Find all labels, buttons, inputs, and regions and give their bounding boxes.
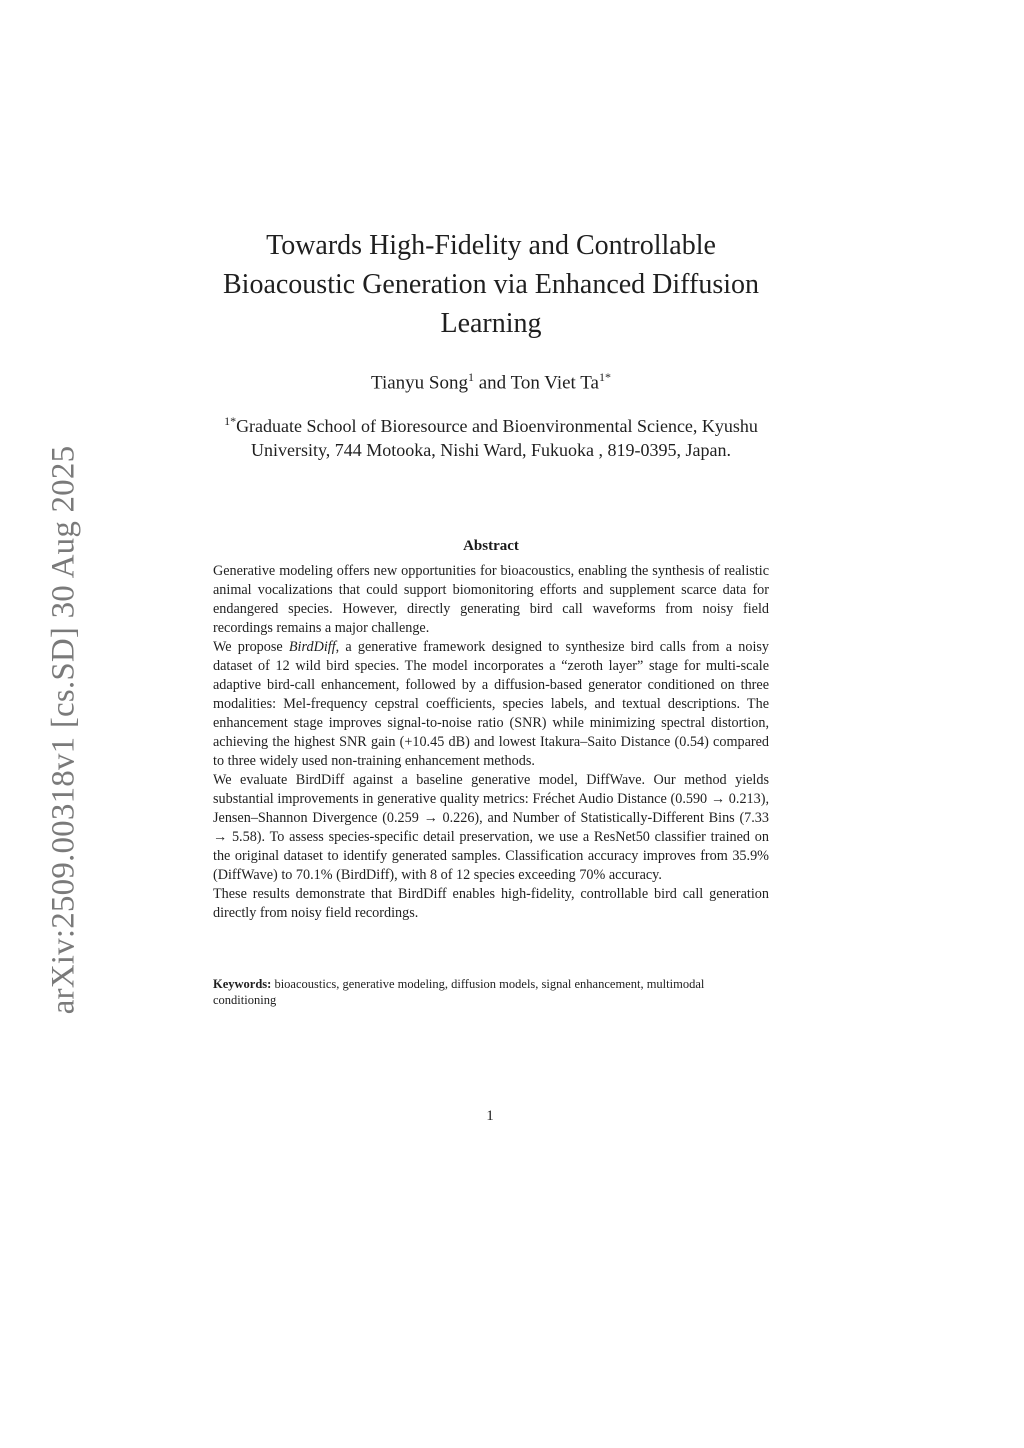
affiliation-line-2: University, 744 Motooka, Nishi Ward, Fukuoka , 819-0395, Japan. — [250, 440, 731, 460]
keywords-block — [213, 976, 769, 1008]
abstract-paragraph-1: Generative modeling offers new opportunities for bioacoustics, enabling the synthesis of realistic animal vocalizations that could support biomonitoring efforts and supplement scarce data for endangered species. However, directly generating bird call waveforms from noisy field recordings remains a major challenge. — [213, 563, 769, 636]
abstract-p2-rest: , a generative framework designed to synthesize bird calls from a noisy dataset of 12 wild bird species. The model incorporates a “zeroth layer” stage for multi-scale adaptive bird-call enhancement, followed by a diffusion-based generator conditioned on three modalities: Mel-frequency cepstral coefficients, species labels, and textual descriptions. The enhancement stage improves signal-to-noise ratio (SNR) while minimizing spectral distortion, achieving the highest SNR gain (+10.45 dB) and lowest Itakura–Saito Distance (0.54) compared to three widely used non-training enhancement methods. — [213, 639, 770, 769]
model-name-birddiff: BirdDiff — [288, 639, 336, 655]
title-line-3: Learning — [440, 308, 542, 339]
author-2-affiliation-mark: 1* — [598, 370, 611, 384]
abstract-paragraph-3: We evaluate BirdDiff against a baseline generative model, DiffWave. Our method yields substantial improvements in generative quality metrics: Fréchet Audio Distance (0.590 → 0.213), Jensen–Shannon Divergence (0.259 → 0.226), and Number of Statistically-Different Bins (7.33 → 5.58). To assess species-specific detail preservation, we use a ResNet50 classifier trained on the original dataset to identify generated samples. Classification accuracy improves from 35.9% (DiffWave) to 70.1% (BirdDiff), with 8 of 12 species exceeding 70% accuracy. — [213, 772, 769, 883]
author-2-name: Ton Viet Ta — [510, 372, 599, 394]
author-1-name: Tianyu Song — [371, 372, 468, 394]
abstract-body — [213, 562, 769, 923]
affiliation-block — [185, 409, 797, 462]
affiliation-mark: 1* — [224, 414, 237, 428]
keywords-label: Keywords: — [213, 977, 272, 991]
affiliation-text-1: Graduate School of Bioresource and Bioenvironmental Science, Kyushu — [236, 416, 758, 436]
author-conjunction: and — [473, 372, 511, 394]
abstract-heading: Abstract — [463, 538, 519, 554]
author-1-affiliation-mark: 1 — [467, 370, 474, 384]
title-line-2: Bioacoustic Generation via Enhanced Diffusion — [223, 269, 759, 300]
affiliation-line-1 — [185, 409, 797, 438]
keywords-text: bioacoustics, generative modeling, diffusion models, signal enhancement, multimodal conditioning — [213, 977, 705, 1007]
author-list — [170, 370, 812, 394]
arxiv-identifier-stamp: arXiv:2509.00318v1 [cs.SD] 30 Aug 2025 — [45, 445, 82, 1015]
title-line-1: Towards High-Fidelity and Controllable — [266, 230, 716, 261]
page-number: 1 — [486, 1108, 494, 1124]
abstract-paragraph-2 — [213, 638, 769, 771]
paper-title — [170, 226, 812, 343]
abstract-paragraph-4: These results demonstrate that BirdDiff enables high-fidelity, controllable bird call generation directly from noisy field recordings. — [213, 886, 769, 921]
abstract-p2-prefix: We propose — [213, 639, 289, 655]
